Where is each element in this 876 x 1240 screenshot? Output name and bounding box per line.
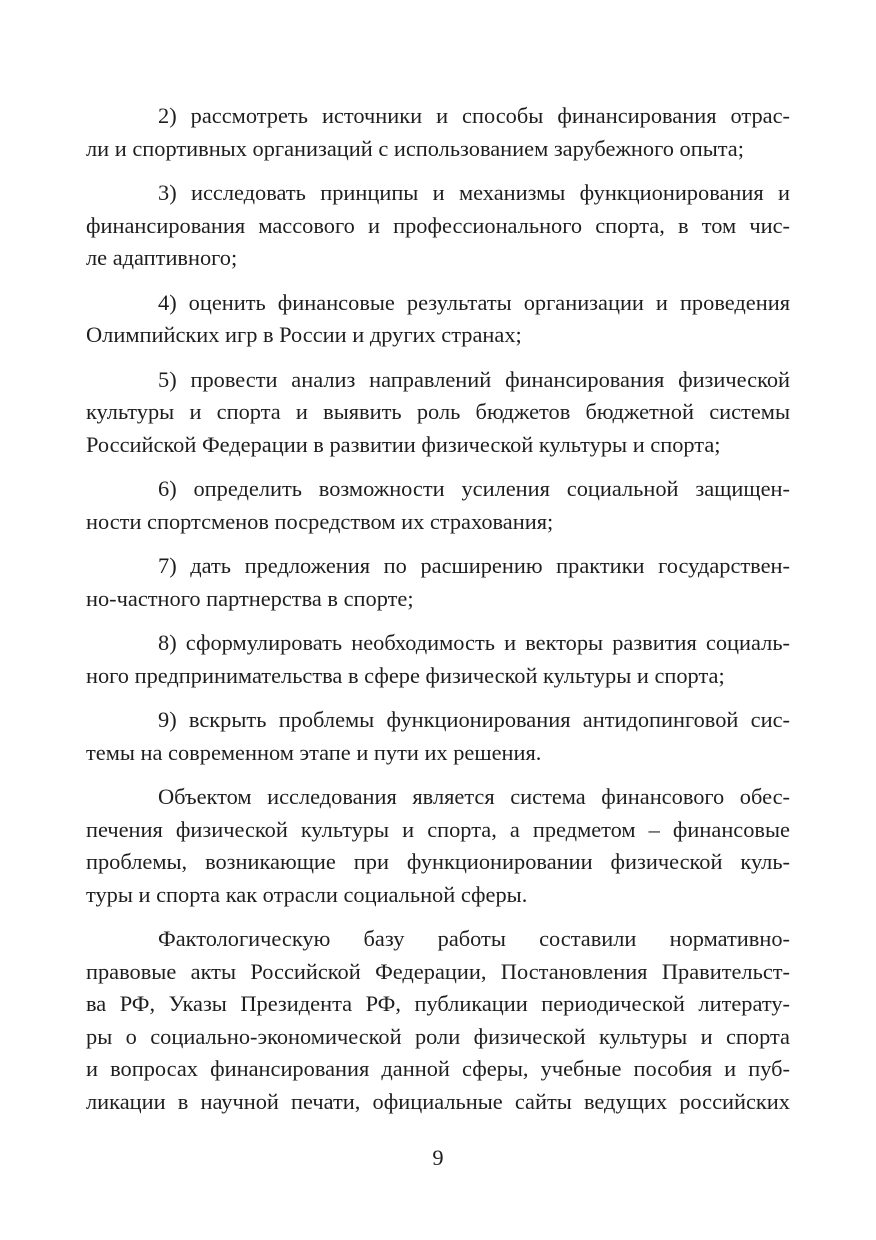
text-line: печения физической культуры и спорта, а предметом – финансовые [86,816,790,842]
text-line: темы на современном этапе и пути их решения. [86,739,542,765]
text-line: но-частного партнерства в спорте; [86,585,414,611]
paragraph [86,364,790,462]
text-line: Фактологическую базу работы составили нормативно- [158,926,790,951]
text-line: Российской Федерации в развитии физической культуры и спорта; [86,431,721,457]
text-line: и вопросах финансирования данной сферы, учебные пособия и пуб- [86,1056,790,1081]
text-line: культуры и спорта и выявить роль бюджетов бюджетной системы [86,399,790,424]
text-line: ва РФ, Указы Президента РФ, публикации периодической литерату- [86,991,790,1016]
text-line: правовые акты Российской Федерации, Постановления Правительст- [86,958,790,984]
text-line: ного предпринимательства в сфере физической культуры и спорта; [86,662,725,688]
paragraph [86,177,790,275]
text-line: 4) оценить финансовые результаты организации и проведения [158,289,790,315]
text-line: 6) определить возможности усиления социальной защищен- [158,476,790,501]
text-line: 3) исследовать принципы и механизмы функционирования и [158,180,790,205]
text-line: 2) рассмотреть источники и способы финансирования отрас- [158,103,790,128]
text-line: ликации в научной печати, официальные сайты ведущих российских [86,1088,790,1114]
text-line: 5) провести анализ направлений финансирования физической [158,366,790,392]
paragraph [86,100,790,165]
text-line: проблемы, возникающие при функционировании физической куль- [86,849,790,874]
paragraph [86,923,790,1118]
text-line: Объектом исследования является система финансового обес- [158,784,790,809]
paragraph [86,781,790,911]
body-text [86,100,790,1130]
text-line: 8) сформулировать необходимость и векторы развития социаль- [158,630,790,655]
text-line: финансирования массового и профессионального спорта, в том чис- [86,212,790,238]
paragraph [86,473,790,538]
paragraph [86,627,790,692]
paragraph [86,704,790,769]
paragraph [86,287,790,352]
text-line: 9) вскрыть проблемы функционирования антидопинговой сис- [158,707,790,732]
text-line: ры о социально-экономической роли физической культуры и спорта [86,1023,790,1049]
text-line: Олимпийских игр в России и других странах; [86,322,522,347]
text-line: 7) дать предложения по расширению практики государствен- [158,553,790,578]
text-line: туры и спорта как отрасли социальной сферы. [86,881,528,907]
text-line: ности спортсменов посредством их страхования; [86,508,554,534]
page-number: 9 [432,1145,444,1170]
text-line: ли и спортивных организаций с использованием зарубежного опыта; [86,135,744,161]
paragraph [86,550,790,615]
text-line: ле адаптивного; [86,245,238,270]
